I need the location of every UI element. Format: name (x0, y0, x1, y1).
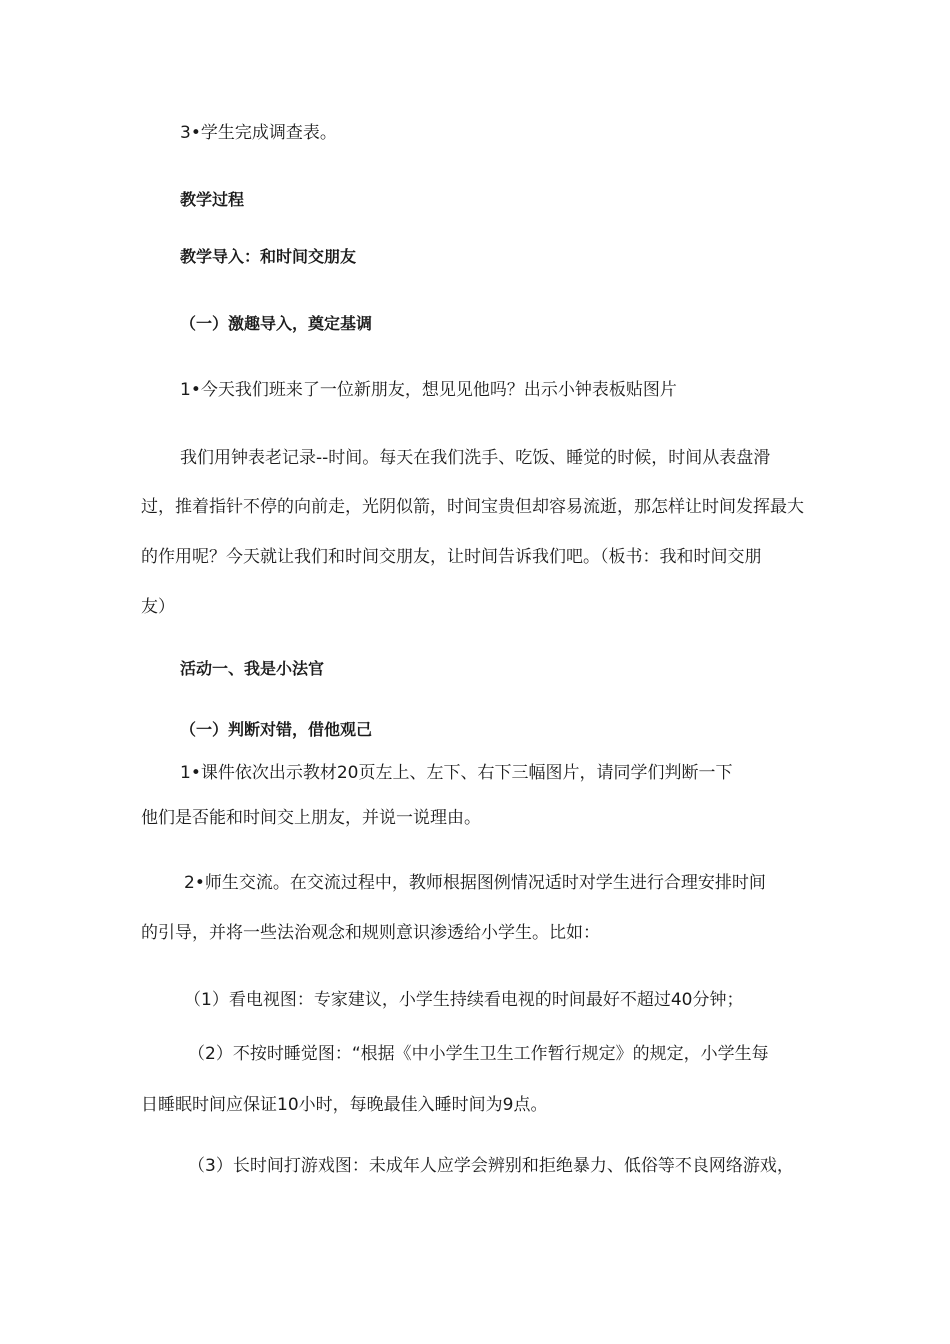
text-line-reason: 他们是否能和时间交上朋友，并说一说理由。 (141, 808, 481, 828)
paragraph-line-4: 友） (141, 597, 175, 617)
paragraph-line-1: 我们用钟表老记录--时间。每天在我们洗手、吃饭、睡觉的时候，时间从表盘滑 (180, 448, 771, 468)
subheading-intro-1: （一）激趣导入，奠定基调 (180, 314, 373, 333)
text-line-tv: （1）看电视图：专家建议，小学生持续看电视的时间最好不超过40分钟； (184, 990, 744, 1010)
text-line-new-friend: 1•今天我们班来了一位新朋友，想见见他吗？出示小钟表板贴图片 (180, 380, 677, 400)
text-line-sleep-2: 日睡眠时间应保证10小时，每晚最佳入睡时间为9点。 (141, 1095, 548, 1115)
text-line-survey: 3•学生完成调查表。 (180, 123, 337, 143)
heading-teaching-intro: 教学导入：和时间交朋友 (180, 247, 357, 266)
text-line-exchange: 2•师生交流。在交流过程中，教师根据图例情况适时对学生进行合理安排时间 (184, 873, 766, 893)
text-line-games: （3）长时间打游戏图：未成年人应学会辨别和拒绝暴力、低俗等不良网络游戏， (188, 1156, 794, 1176)
text-line-sleep-1: （2）不按时睡觉图：“根据《中小学生卫生工作暂行规定》的规定，小学生每 (188, 1044, 769, 1064)
paragraph-line-2: 过，推着指针不停的向前走，光阴似箭，时间宝贵但却容易流逝，那怎样让时间发挥最大 (141, 497, 804, 517)
subheading-judge: （一）判断对错，借他观己 (180, 720, 373, 739)
heading-teaching-process: 教学过程 (180, 190, 245, 209)
paragraph-line-3: 的作用呢？今天就让我们和时间交朋友，让时间告诉我们吧。（板书：我和时间交朋 (141, 547, 762, 567)
text-line-guidance: 的引导，并将一些法治观念和规则意识渗透给小学生。比如： (141, 923, 600, 943)
text-line-courseware: 1•课件依次出示教材20页左上、左下、右下三幅图片，请同学们判断一下 (180, 763, 733, 783)
heading-activity-1: 活动一、我是小法官 (180, 659, 325, 678)
